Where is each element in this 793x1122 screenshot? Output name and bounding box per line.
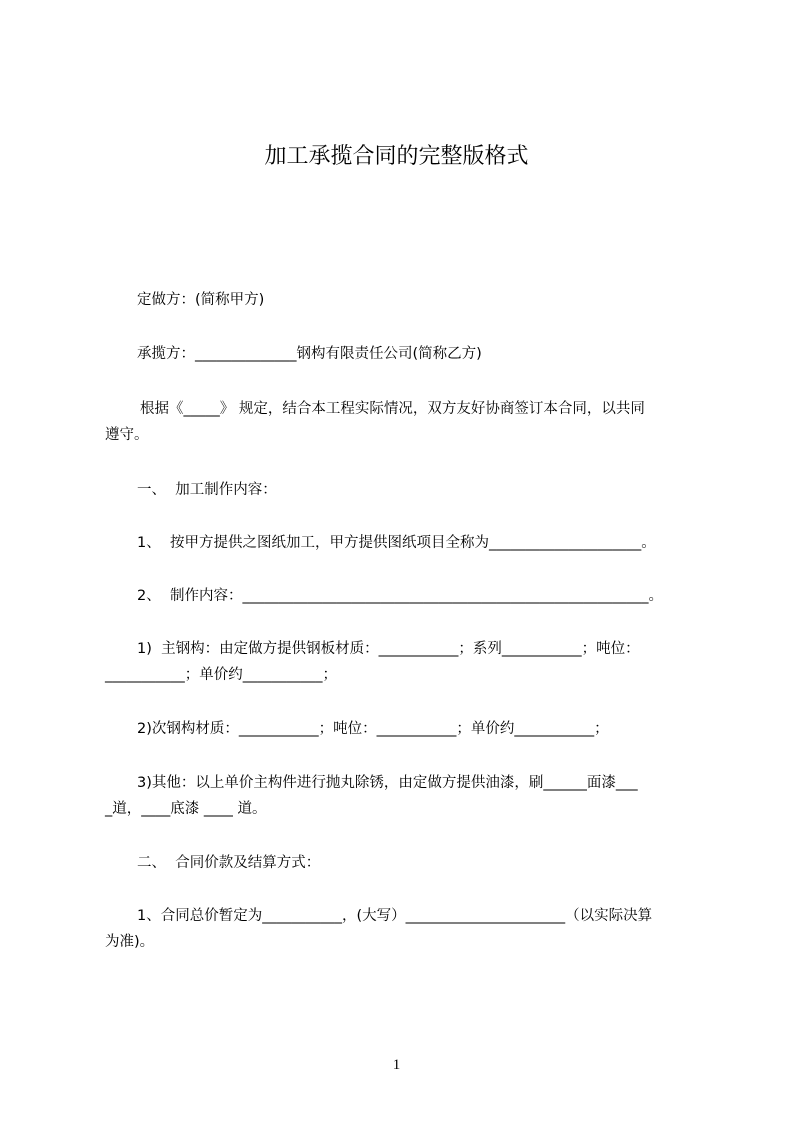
- item-other-line-2: _道，____底漆 ____ 道。: [105, 801, 267, 817]
- preamble-line-1: 根据《_____》 规定，结合本工程实际情况，双方友好协商签订本合同，以共同: [140, 401, 645, 417]
- item-2-1-line-2: 为准)。: [105, 934, 155, 950]
- section-2-heading: 二、 合同价款及结算方式：: [137, 855, 321, 871]
- item-main-steel-line-2: ___________；单价约___________；: [105, 667, 337, 683]
- section-1-heading: 一、 加工制作内容：: [137, 482, 277, 498]
- party-b-line: 承揽方：______________钢构有限责任公司(简称乙方): [137, 346, 482, 362]
- item-1-1: 1、 按甲方提供之图纸加工，甲方提供图纸项目全称为_____________________。: [137, 535, 656, 551]
- item-1-2: 2、 制作内容：________________________________________________________。: [137, 588, 663, 604]
- preamble-line-2: 遵守。: [105, 427, 149, 443]
- item-secondary-steel: 2)次钢构材质：___________；吨位：___________；单价约___________；: [137, 721, 609, 737]
- item-main-steel-line-1: 1) 主钢构：由定做方提供钢板材质：___________；系列___________；吨位：: [137, 641, 640, 657]
- page-number: 1: [392, 1057, 401, 1073]
- document-title: 加工承揽合同的完整版格式: [264, 144, 529, 169]
- item-other-line-1: 3)其他：以上单价主构件进行抛丸除锈，由定做方提供油漆，刷______面漆___: [137, 775, 638, 791]
- party-a-line: 定做方：(简称甲方): [137, 292, 265, 308]
- item-2-1-line-1: 1、合同总价暂定为___________，(大写）______________________（以实际决算: [137, 908, 653, 924]
